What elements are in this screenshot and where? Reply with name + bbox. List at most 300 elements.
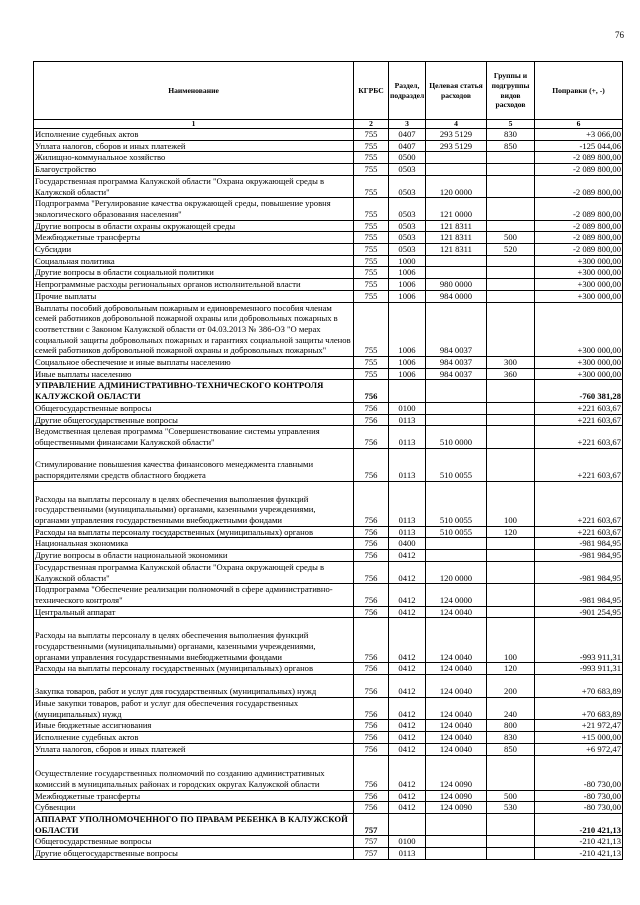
row-section: 0503	[389, 198, 426, 220]
row-expense-group: 360	[487, 368, 535, 380]
row-amount: +300 000,00	[535, 357, 623, 369]
row-target-article: 984 0000	[426, 290, 487, 302]
table-row	[34, 790, 623, 802]
row-expense-group: 830	[487, 732, 535, 744]
column-number: 3	[389, 120, 426, 129]
row-section: 1006	[389, 368, 426, 380]
row-expense-group: 850	[487, 743, 535, 755]
table-row	[34, 140, 623, 152]
row-kgrbs: 756	[354, 663, 389, 675]
table-row	[34, 755, 623, 790]
row-amount: -981 984,95	[535, 550, 623, 562]
row-section: 1006	[389, 302, 426, 357]
row-kgrbs: 755	[354, 164, 389, 176]
table-row	[34, 426, 623, 448]
row-amount: +221 603,67	[535, 402, 623, 414]
table-row	[34, 129, 623, 141]
row-name: Исполнение судебных актов	[34, 129, 354, 141]
table-row	[34, 152, 623, 164]
row-target-article	[426, 836, 487, 848]
row-target-article: 984 0037	[426, 357, 487, 369]
row-expense-group	[487, 302, 535, 357]
table-row	[34, 255, 623, 267]
row-name: Выплаты пособий добровольным пожарным и единовременного пособия членам семей работников добровольной пожарной охраны или добровольных пожарных в соответствии с Законом Калужской области от 04.03.2013 № 386-ОЗ "О мерах социальной защиты добровольных пожарных и гарантиях социальной защиты членов семей работников добровольной пожарной охраны и добровольных пожарных"	[34, 302, 354, 357]
row-section: 0407	[389, 129, 426, 141]
table-header	[34, 62, 623, 129]
row-name: Исполнение судебных актов	[34, 732, 354, 744]
row-name: Межбюджетные трансферты	[34, 232, 354, 244]
row-amount: -2 089 800,00	[535, 164, 623, 176]
column-number: 1	[34, 120, 354, 129]
row-section: 0100	[389, 836, 426, 848]
row-section: 1006	[389, 267, 426, 279]
row-amount: +21 972,47	[535, 720, 623, 732]
row-section: 0503	[389, 164, 426, 176]
row-target-article: 124 0090	[426, 802, 487, 814]
row-name: Непрограммные расходы региональных органов исполнительной власти	[34, 279, 354, 291]
row-kgrbs: 756	[354, 550, 389, 562]
column-number: 5	[487, 120, 535, 129]
row-target-article	[426, 813, 487, 835]
row-name: УПРАВЛЕНИЕ АДМИНИСТРАТИВНО-ТЕХНИЧЕСКОГО КОНТРОЛЯ КАЛУЖСКОЙ ОБЛАСТИ	[34, 380, 354, 402]
row-name: Социальное обеспечение и иные выплаты населению	[34, 357, 354, 369]
row-expense-group	[487, 606, 535, 618]
row-expense-group: 300	[487, 357, 535, 369]
row-kgrbs: 755	[354, 140, 389, 152]
row-section: 0113	[389, 848, 426, 860]
row-kgrbs: 755	[354, 279, 389, 291]
row-name: Другие вопросы в области социальной политики	[34, 267, 354, 279]
row-target-article	[426, 255, 487, 267]
row-name: Социальная политика	[34, 255, 354, 267]
table-row	[34, 618, 623, 663]
row-amount: +221 603,67	[535, 426, 623, 448]
row-kgrbs: 756	[354, 675, 389, 698]
row-amount: +300 000,00	[535, 290, 623, 302]
row-section: 1006	[389, 279, 426, 291]
row-section: 0412	[389, 561, 426, 583]
row-kgrbs: 757	[354, 836, 389, 848]
row-expense-group	[487, 538, 535, 550]
row-target-article: 124 0040	[426, 663, 487, 675]
row-name: Национальная экономика	[34, 538, 354, 550]
row-section: 0100	[389, 402, 426, 414]
row-amount: -2 089 800,00	[535, 198, 623, 220]
row-section: 0412	[389, 550, 426, 562]
row-amount: +15 000,00	[535, 732, 623, 744]
row-kgrbs: 757	[354, 848, 389, 860]
row-amount: -80 730,00	[535, 755, 623, 790]
row-kgrbs: 755	[354, 198, 389, 220]
row-expense-group: 500	[487, 790, 535, 802]
table-row	[34, 244, 623, 256]
row-name: Иные закупки товаров, работ и услуг для обеспечения государственных (муниципальных) нужд	[34, 698, 354, 720]
row-amount: +300 000,00	[535, 255, 623, 267]
row-target-article: 121 8311	[426, 220, 487, 232]
row-kgrbs: 756	[354, 802, 389, 814]
row-kgrbs: 756	[354, 755, 389, 790]
row-expense-group: 120	[487, 526, 535, 538]
row-expense-group	[487, 584, 535, 606]
row-target-article: 124 0040	[426, 732, 487, 744]
page-number: 76	[615, 30, 624, 40]
row-name: Закупка товаров, работ и услуг для государственных (муниципальных) нужд	[34, 675, 354, 698]
row-expense-group	[487, 267, 535, 279]
table-row	[34, 198, 623, 220]
row-kgrbs: 756	[354, 790, 389, 802]
row-kgrbs: 755	[354, 152, 389, 164]
row-section: 0412	[389, 618, 426, 663]
row-kgrbs: 755	[354, 267, 389, 279]
header-section: Раздел, подраздел	[389, 62, 426, 120]
row-amount: +300 000,00	[535, 279, 623, 291]
row-section: 0400	[389, 538, 426, 550]
table-row	[34, 561, 623, 583]
row-kgrbs: 755	[354, 232, 389, 244]
row-kgrbs: 756	[354, 448, 389, 481]
row-section: 0412	[389, 584, 426, 606]
row-section: 0412	[389, 606, 426, 618]
table-row	[34, 414, 623, 426]
row-expense-group	[487, 290, 535, 302]
header-amendments: Поправки (+, -)	[535, 62, 623, 120]
row-section: 0113	[389, 426, 426, 448]
row-amount: -2 089 800,00	[535, 175, 623, 197]
table-row	[34, 220, 623, 232]
row-expense-group	[487, 220, 535, 232]
table-row	[34, 175, 623, 197]
row-amount: +300 000,00	[535, 368, 623, 380]
row-name: Иные выплаты населению	[34, 368, 354, 380]
row-kgrbs: 755	[354, 255, 389, 267]
row-target-article: 120 0000	[426, 175, 487, 197]
row-amount: -981 984,95	[535, 561, 623, 583]
row-name: Расходы на выплаты персоналу государственных (муниципальных) органов	[34, 663, 354, 675]
row-target-article: 121 8311	[426, 244, 487, 256]
row-expense-group	[487, 836, 535, 848]
table-row	[34, 357, 623, 369]
row-expense-group: 200	[487, 675, 535, 698]
row-target-article: 121 8311	[426, 232, 487, 244]
row-target-article: 293 5129	[426, 140, 487, 152]
row-section: 1006	[389, 357, 426, 369]
row-target-article: 510 0055	[426, 448, 487, 481]
row-name: Стимулирование повышения качества финансового менеджмента главными распорядителями средств областного бюджета	[34, 448, 354, 481]
row-amount: -80 730,00	[535, 790, 623, 802]
row-target-article	[426, 414, 487, 426]
column-number-row	[34, 120, 623, 129]
row-target-article: 124 0040	[426, 743, 487, 755]
row-target-article	[426, 538, 487, 550]
row-kgrbs: 756	[354, 538, 389, 550]
row-section: 0412	[389, 698, 426, 720]
row-name: Общегосударственные вопросы	[34, 836, 354, 848]
table-row	[34, 267, 623, 279]
row-section: 0113	[389, 526, 426, 538]
row-target-article: 510 0000	[426, 426, 487, 448]
row-amount: -210 421,13	[535, 813, 623, 835]
table-row	[34, 402, 623, 414]
table-row	[34, 232, 623, 244]
row-kgrbs: 755	[354, 368, 389, 380]
row-amount: +221 603,67	[535, 526, 623, 538]
row-expense-group	[487, 380, 535, 402]
row-amount: +3 066,00	[535, 129, 623, 141]
row-target-article: 510 0055	[426, 526, 487, 538]
row-expense-group	[487, 414, 535, 426]
row-target-article	[426, 550, 487, 562]
row-amount: -80 730,00	[535, 802, 623, 814]
row-section: 0113	[389, 481, 426, 526]
row-amount: -2 089 800,00	[535, 220, 623, 232]
row-name: Жилищно-коммунальное хозяйство	[34, 152, 354, 164]
row-kgrbs: 756	[354, 698, 389, 720]
row-section: 0412	[389, 675, 426, 698]
row-section: 0412	[389, 720, 426, 732]
row-target-article: 124 0040	[426, 675, 487, 698]
row-section: 0412	[389, 663, 426, 675]
row-kgrbs: 756	[354, 426, 389, 448]
row-expense-group: 100	[487, 618, 535, 663]
row-target-article	[426, 848, 487, 860]
table-body	[34, 129, 623, 860]
row-name: АППАРАТ УПОЛНОМОЧЕННОГО ПО ПРАВАМ РЕБЕНКА В КАЛУЖСКОЙ ОБЛАСТИ	[34, 813, 354, 835]
row-name: Другие вопросы в области охраны окружающей среды	[34, 220, 354, 232]
row-name: Ведомственная целевая программа "Совершенствование системы управления общественными финансами Калужской области"	[34, 426, 354, 448]
row-name: Другие вопросы в области национальной экономики	[34, 550, 354, 562]
row-target-article: 293 5129	[426, 129, 487, 141]
row-expense-group	[487, 755, 535, 790]
row-amount: +70 683,89	[535, 675, 623, 698]
row-amount: -981 984,95	[535, 538, 623, 550]
row-expense-group	[487, 550, 535, 562]
row-expense-group	[487, 198, 535, 220]
row-amount: -2 089 800,00	[535, 232, 623, 244]
row-kgrbs: 755	[354, 129, 389, 141]
row-name: Государственная программа Калужской области "Охрана окружающей среды в Калужской области"	[34, 561, 354, 583]
table-row	[34, 290, 623, 302]
row-kgrbs: 756	[354, 481, 389, 526]
row-section: 0503	[389, 220, 426, 232]
row-section: 0412	[389, 790, 426, 802]
row-expense-group	[487, 848, 535, 860]
row-section: 0412	[389, 755, 426, 790]
column-number: 4	[426, 120, 487, 129]
table-row	[34, 802, 623, 814]
row-name: Общегосударственные вопросы	[34, 402, 354, 414]
table-row	[34, 448, 623, 481]
row-name: Центральный аппарат	[34, 606, 354, 618]
row-expense-group	[487, 175, 535, 197]
row-section: 0503	[389, 232, 426, 244]
table-row	[34, 550, 623, 562]
row-amount: -2 089 800,00	[535, 152, 623, 164]
row-name: Уплата налогов, сборов и иных платежей	[34, 743, 354, 755]
table-row	[34, 663, 623, 675]
column-number: 2	[354, 120, 389, 129]
row-name: Расходы на выплаты персоналу государственных (муниципальных) органов	[34, 526, 354, 538]
row-kgrbs: 757	[354, 813, 389, 835]
row-target-article: 120 0000	[426, 561, 487, 583]
row-expense-group	[487, 813, 535, 835]
row-amount: +300 000,00	[535, 302, 623, 357]
table-row	[34, 526, 623, 538]
row-name: Расходы на выплаты персоналу в целях обеспечения выполнения функций государственными (муниципальными) органами, казенными учреждениями, органами управления государственными внебюджетными фондами	[34, 481, 354, 526]
row-target-article: 124 0040	[426, 618, 487, 663]
row-kgrbs: 756	[354, 414, 389, 426]
row-amount: -210 421,13	[535, 836, 623, 848]
row-target-article: 980 0000	[426, 279, 487, 291]
row-name: Прочие выплаты	[34, 290, 354, 302]
table-row	[34, 538, 623, 550]
row-target-article: 121 0000	[426, 198, 487, 220]
row-amount: -901 254,95	[535, 606, 623, 618]
row-expense-group: 120	[487, 663, 535, 675]
row-target-article: 984 0037	[426, 302, 487, 357]
row-name: Благоустройство	[34, 164, 354, 176]
table-row	[34, 698, 623, 720]
row-amount: +221 603,67	[535, 414, 623, 426]
row-name: Иные бюджетные ассигнования	[34, 720, 354, 732]
row-name: Расходы на выплаты персоналу в целях обеспечения выполнения функций государственными (муниципальными) органами, казенными учреждениями, органами управления государственными внебюджетными фондами	[34, 618, 354, 663]
row-section	[389, 380, 426, 402]
row-kgrbs: 756	[354, 743, 389, 755]
table-row	[34, 481, 623, 526]
row-section: 0412	[389, 732, 426, 744]
row-section: 1000	[389, 255, 426, 267]
row-kgrbs: 756	[354, 584, 389, 606]
row-target-article: 510 0055	[426, 481, 487, 526]
row-name: Другие общегосударственные вопросы	[34, 848, 354, 860]
row-expense-group	[487, 448, 535, 481]
row-amount: -981 984,95	[535, 584, 623, 606]
row-section: 0412	[389, 802, 426, 814]
table-row	[34, 279, 623, 291]
header-kgrbs: КГРБС	[354, 62, 389, 120]
table-row	[34, 675, 623, 698]
row-kgrbs: 755	[354, 220, 389, 232]
row-section	[389, 813, 426, 835]
row-section: 0503	[389, 244, 426, 256]
row-expense-group	[487, 164, 535, 176]
row-target-article: 124 0040	[426, 720, 487, 732]
row-kgrbs: 756	[354, 402, 389, 414]
row-expense-group: 800	[487, 720, 535, 732]
row-amount: -760 381,28	[535, 380, 623, 402]
row-name: Уплата налогов, сборов и иных платежей	[34, 140, 354, 152]
row-amount: +6 972,47	[535, 743, 623, 755]
table-row	[34, 836, 623, 848]
row-name: Подпрограмма "Обеспечение реализации полномочий в сфере административно-технического контроля"	[34, 584, 354, 606]
row-target-article	[426, 267, 487, 279]
row-kgrbs: 756	[354, 720, 389, 732]
row-name: Другие общегосударственные вопросы	[34, 414, 354, 426]
row-kgrbs: 756	[354, 732, 389, 744]
row-kgrbs: 755	[354, 175, 389, 197]
row-expense-group	[487, 152, 535, 164]
row-expense-group	[487, 255, 535, 267]
row-expense-group	[487, 426, 535, 448]
header-target-article: Целевая статья расходов	[426, 62, 487, 120]
row-name: Субвенции	[34, 802, 354, 814]
row-expense-group: 520	[487, 244, 535, 256]
row-target-article	[426, 152, 487, 164]
row-target-article: 124 0000	[426, 584, 487, 606]
row-section: 0407	[389, 140, 426, 152]
row-amount: +70 683,89	[535, 698, 623, 720]
table-row	[34, 584, 623, 606]
row-expense-group: 530	[487, 802, 535, 814]
table-row	[34, 606, 623, 618]
row-target-article	[426, 402, 487, 414]
row-kgrbs: 755	[354, 290, 389, 302]
header-expense-groups: Группы и подгруппы видов расходов	[487, 62, 535, 120]
row-amount: -993 911,31	[535, 618, 623, 663]
row-target-article: 124 0040	[426, 606, 487, 618]
column-number: 6	[535, 120, 623, 129]
table-row	[34, 848, 623, 860]
row-amount: +221 603,67	[535, 448, 623, 481]
row-target-article: 124 0040	[426, 698, 487, 720]
row-target-article	[426, 164, 487, 176]
row-kgrbs: 756	[354, 561, 389, 583]
row-section: 0412	[389, 743, 426, 755]
budget-amendments-table	[33, 61, 623, 860]
row-target-article	[426, 380, 487, 402]
row-section: 0113	[389, 414, 426, 426]
table-row	[34, 302, 623, 357]
row-section: 0503	[389, 175, 426, 197]
table-row	[34, 164, 623, 176]
row-target-article: 124 0090	[426, 790, 487, 802]
row-name: Субсидии	[34, 244, 354, 256]
row-kgrbs: 755	[354, 357, 389, 369]
row-amount: -993 911,31	[535, 663, 623, 675]
table-row	[34, 720, 623, 732]
row-amount: +300 000,00	[535, 267, 623, 279]
row-expense-group: 100	[487, 481, 535, 526]
row-amount: -2 089 800,00	[535, 244, 623, 256]
row-kgrbs: 756	[354, 606, 389, 618]
row-kgrbs: 756	[354, 526, 389, 538]
row-amount: +221 603,67	[535, 481, 623, 526]
row-kgrbs: 756	[354, 618, 389, 663]
row-kgrbs: 756	[354, 380, 389, 402]
row-expense-group: 830	[487, 129, 535, 141]
row-amount: -125 044,06	[535, 140, 623, 152]
table-row	[34, 813, 623, 835]
row-kgrbs: 755	[354, 244, 389, 256]
row-name: Осуществление государственных полномочий по созданию административных комиссий в муниципальных районах и городских округах Калужской области	[34, 755, 354, 790]
header-name: Наименование	[34, 62, 354, 120]
row-name: Межбюджетные трансферты	[34, 790, 354, 802]
row-section: 0113	[389, 448, 426, 481]
row-expense-group: 850	[487, 140, 535, 152]
table-row	[34, 380, 623, 402]
row-name: Подпрограмма "Регулирование качества окружающей среды, повышение уровня экологического образования населения"	[34, 198, 354, 220]
table-row	[34, 732, 623, 744]
row-expense-group: 500	[487, 232, 535, 244]
row-expense-group	[487, 402, 535, 414]
row-section: 1006	[389, 290, 426, 302]
row-section: 0500	[389, 152, 426, 164]
row-kgrbs: 755	[354, 302, 389, 357]
row-amount: -210 421,13	[535, 848, 623, 860]
row-expense-group: 240	[487, 698, 535, 720]
row-expense-group	[487, 279, 535, 291]
row-name: Государственная программа Калужской области "Охрана окружающей среды в Калужской области"	[34, 175, 354, 197]
table-row	[34, 743, 623, 755]
